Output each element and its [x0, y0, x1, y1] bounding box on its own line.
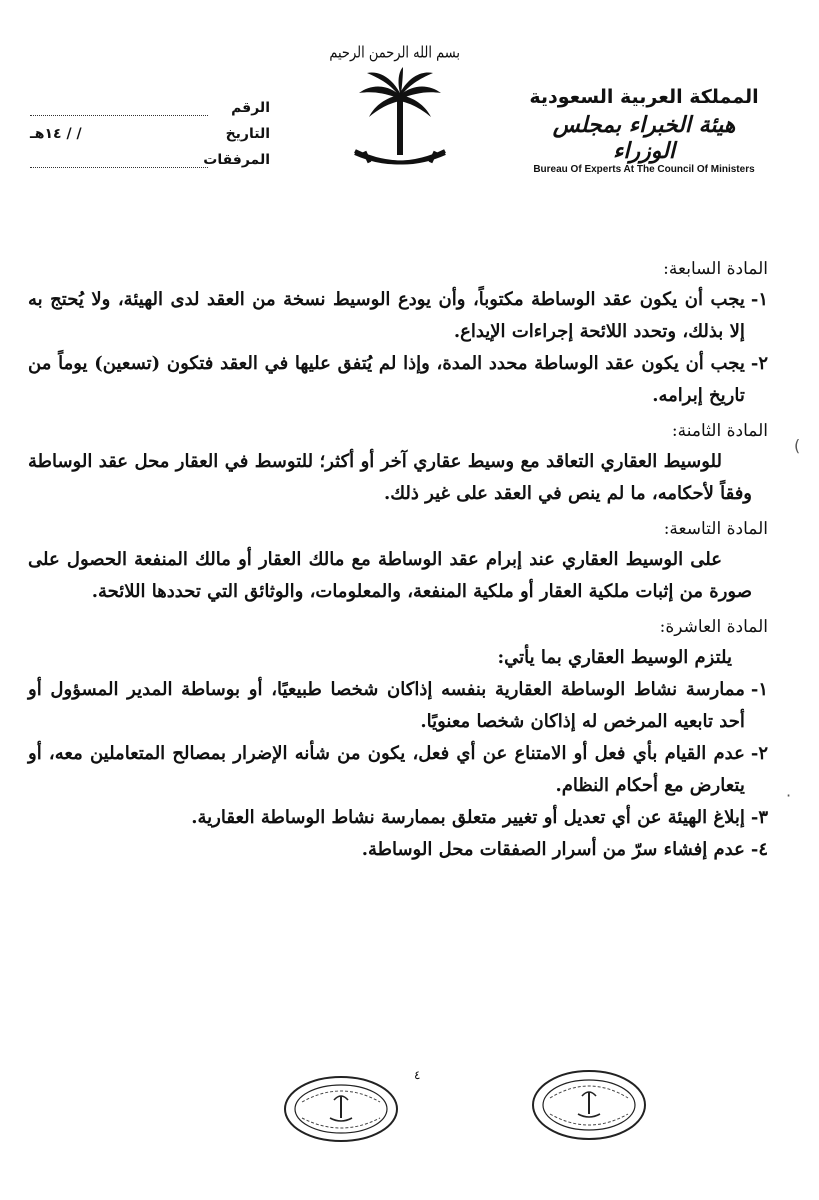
item-text: إبلاغ الهيئة عن أي تعديل أو تغيير متعلق بممارسة نشاط الوساطة العقارية.	[191, 807, 745, 828]
national-emblem	[329, 40, 460, 190]
list-item	[28, 834, 768, 866]
item-text: عدم إفشاء سرّ من أسرار الصفقات محل الوساطة.	[361, 839, 745, 860]
article-intro: يلتزم الوسيط العقاري بما يأتي:	[497, 647, 732, 668]
org-name-en: Bureau Of Experts At The Council Of Ministers	[533, 164, 755, 175]
palm-swords-icon	[345, 65, 455, 185]
list-item	[28, 738, 768, 802]
stamp-seal-icon	[282, 1074, 400, 1144]
stamp-seal-icon	[530, 1068, 648, 1142]
basmala: بسم الله الرحمن الرحيم	[329, 44, 460, 63]
item-text: يجب أن يكون عقد الوساطة محدد المدة، وإذا لم يُتفق عليها في العقد فتكون (تسعين) يوماً من تاريخ إبرامه.	[28, 353, 745, 406]
attachments-row	[30, 142, 270, 168]
item-text: ممارسة نشاط الوساطة العقارية بنفسه إذاكان شخصا طبيعيًا، أو بوساطة المدير المسؤول أو أحد تابعيه المرخص له إذاكان شخصا معنويًا.	[28, 679, 745, 732]
article-title: المادة الثامنة:	[671, 421, 768, 441]
page-number: ٤	[414, 1068, 421, 1082]
item-text: يجب أن يكون عقد الوساطة مكتوباً، وأن يودع الوسيط نسخة من العقد لدى الهيئة، ولا يُحتج به إلا بذلك، وتحدد اللائحة إجراءات الإيداع.	[28, 289, 745, 342]
org-name-ar: هيئة الخبراء بمجلس الوزراء	[552, 112, 736, 164]
attachments-label: المرفقات	[203, 152, 270, 168]
attachments-line	[30, 151, 208, 168]
item-number: ٢-	[750, 743, 768, 764]
margin-mark: (	[794, 436, 801, 455]
reference-block	[30, 90, 270, 168]
item-number: ٤-	[750, 839, 768, 860]
margin-mark: ·	[786, 786, 792, 805]
article-title: المادة السابعة:	[663, 259, 768, 279]
list-item	[28, 284, 768, 348]
seal-right	[530, 1068, 648, 1138]
article-title: المادة التاسعة:	[663, 519, 768, 539]
seal-left	[282, 1074, 400, 1144]
org-kingdom: المملكة العربية السعودية	[529, 86, 759, 108]
list-item	[28, 348, 768, 412]
item-number: ١-	[750, 679, 768, 700]
ref-number-label: الرقم	[231, 100, 270, 116]
article-9	[28, 514, 768, 608]
item-text: عدم القيام بأي فعل أو الامتناع عن أي فعل، يكون من شأنه الإضرار بمصالح المتعاملين معه، أو يتعارض مع أحكام النظام.	[28, 743, 745, 796]
organization-block	[519, 86, 769, 175]
article-10	[28, 612, 768, 866]
article-8	[28, 416, 768, 510]
list-item	[28, 674, 768, 738]
item-number: ١-	[750, 289, 768, 310]
article-paragraph: على الوسيط العقاري عند إبرام عقد الوساطة مع مالك العقار أو مالك المنفعة الحصول على صورة من إثبات ملكية العقار أو ملكية المنفعة، والمعلومات، والوثائق التي تحددها اللائحة.	[28, 549, 752, 602]
ref-number-row	[30, 90, 270, 116]
item-number: ٢-	[750, 353, 768, 374]
list-item	[28, 802, 768, 834]
item-number: ٣-	[750, 807, 768, 828]
date-row	[30, 116, 270, 142]
ref-number-line	[30, 99, 208, 116]
date-value: / / ١٤هـ	[30, 126, 82, 142]
document-body	[28, 250, 768, 866]
date-label: التاريخ	[225, 126, 270, 142]
article-title: المادة العاشرة:	[659, 617, 768, 637]
article-paragraph: للوسيط العقاري التعاقد مع وسيط عقاري آخر أو أكثر؛ للتوسط في العقار محل عقد الوساطة وفقاً لأحكامه، ما لم ينص في العقد على غير ذلك.	[28, 451, 752, 504]
article-7	[28, 254, 768, 412]
